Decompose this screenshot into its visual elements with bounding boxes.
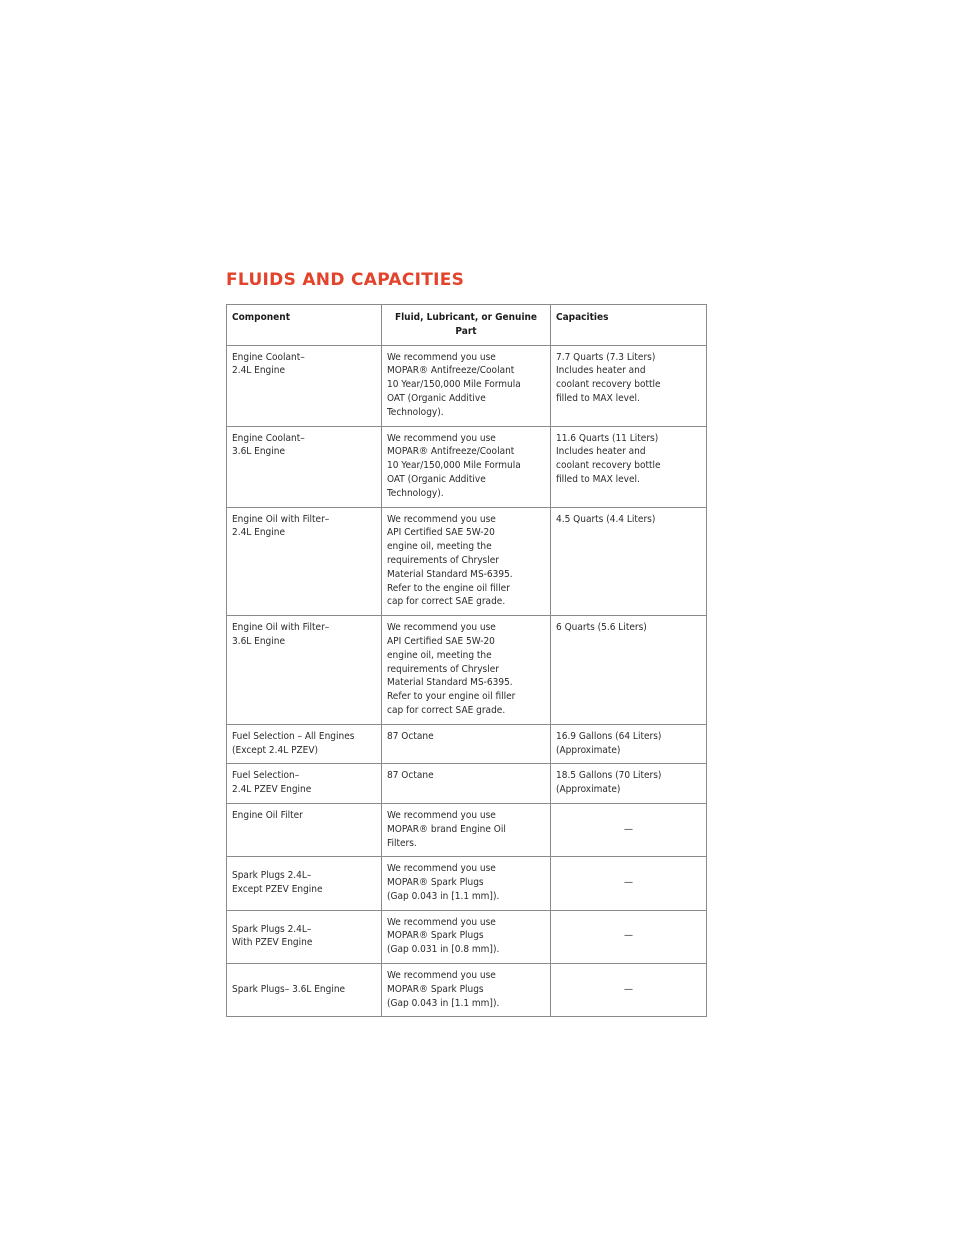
fluid-cell: We recommend you use MOPAR® Spark Plugs (Gap 0.043 in [1.1 mm]). bbox=[382, 964, 551, 1017]
fluids-capacities-table bbox=[226, 304, 707, 1017]
capacity-cell: 11.6 Quarts (11 Liters) Includes heater and coolant recovery bottle filled to MAX level. bbox=[551, 426, 707, 507]
capacity-cell: — bbox=[551, 803, 707, 856]
component-cell: Engine Oil Filter bbox=[227, 803, 382, 856]
component-cell: Spark Plugs 2.4L– With PZEV Engine bbox=[227, 910, 382, 963]
table-row bbox=[227, 857, 707, 910]
fluid-cell: We recommend you use API Certified SAE 5W-20 engine oil, meeting the requirements of Chrysler Material Standard MS-6395. Refer to your engine oil filler cap for correct SAE grade. bbox=[382, 616, 551, 725]
capacity-cell: — bbox=[551, 857, 707, 910]
table-header-row bbox=[227, 305, 707, 346]
component-cell: Fuel Selection– 2.4L PZEV Engine bbox=[227, 764, 382, 804]
fluid-cell: We recommend you use MOPAR® Spark Plugs (Gap 0.031 in [0.8 mm]). bbox=[382, 910, 551, 963]
fluid-cell: We recommend you use MOPAR® Antifreeze/Coolant 10 Year/150,000 Mile Formula OAT (Organic Additive Technology). bbox=[382, 426, 551, 507]
table-row bbox=[227, 345, 707, 426]
component-cell: Spark Plugs 2.4L– Except PZEV Engine bbox=[227, 857, 382, 910]
fluid-cell: 87 Octane bbox=[382, 764, 551, 804]
fluid-cell: We recommend you use MOPAR® Spark Plugs (Gap 0.043 in [1.1 mm]). bbox=[382, 857, 551, 910]
fluid-cell: We recommend you use API Certified SAE 5W-20 engine oil, meeting the requirements of Chrysler Material Standard MS-6395. Refer to the engine oil filler cap for correct SAE grade. bbox=[382, 507, 551, 616]
table-row bbox=[227, 803, 707, 856]
capacity-cell: 4.5 Quarts (4.4 Liters) bbox=[551, 507, 707, 616]
fluid-cell: We recommend you use MOPAR® brand Engine Oil Filters. bbox=[382, 803, 551, 856]
component-cell: Fuel Selection – All Engines (Except 2.4L PZEV) bbox=[227, 724, 382, 764]
capacity-cell: 6 Quarts (5.6 Liters) bbox=[551, 616, 707, 725]
header-capacities: Capacities bbox=[551, 305, 707, 346]
table-row bbox=[227, 724, 707, 764]
capacity-cell: 7.7 Quarts (7.3 Liters) Includes heater and coolant recovery bottle filled to MAX level. bbox=[551, 345, 707, 426]
table-row bbox=[227, 426, 707, 507]
component-cell: Engine Coolant– 2.4L Engine bbox=[227, 345, 382, 426]
fluid-cell: We recommend you use MOPAR® Antifreeze/Coolant 10 Year/150,000 Mile Formula OAT (Organic Additive Technology). bbox=[382, 345, 551, 426]
table-row bbox=[227, 964, 707, 1017]
table-row bbox=[227, 764, 707, 804]
capacity-cell: 16.9 Gallons (64 Liters) (Approximate) bbox=[551, 724, 707, 764]
header-fluid: Fluid, Lubricant, or Genuine Part bbox=[382, 305, 551, 346]
table-row bbox=[227, 507, 707, 616]
fluid-cell: 87 Octane bbox=[382, 724, 551, 764]
component-cell: Engine Oil with Filter– 3.6L Engine bbox=[227, 616, 382, 725]
table-row bbox=[227, 616, 707, 725]
header-component: Component bbox=[227, 305, 382, 346]
capacity-cell: 18.5 Gallons (70 Liters) (Approximate) bbox=[551, 764, 707, 804]
component-cell: Engine Oil with Filter– 2.4L Engine bbox=[227, 507, 382, 616]
capacity-cell: — bbox=[551, 910, 707, 963]
section-title: FLUIDS AND CAPACITIES bbox=[226, 270, 465, 290]
component-cell: Spark Plugs– 3.6L Engine bbox=[227, 964, 382, 1017]
table-row bbox=[227, 910, 707, 963]
component-cell: Engine Coolant– 3.6L Engine bbox=[227, 426, 382, 507]
capacity-cell: — bbox=[551, 964, 707, 1017]
